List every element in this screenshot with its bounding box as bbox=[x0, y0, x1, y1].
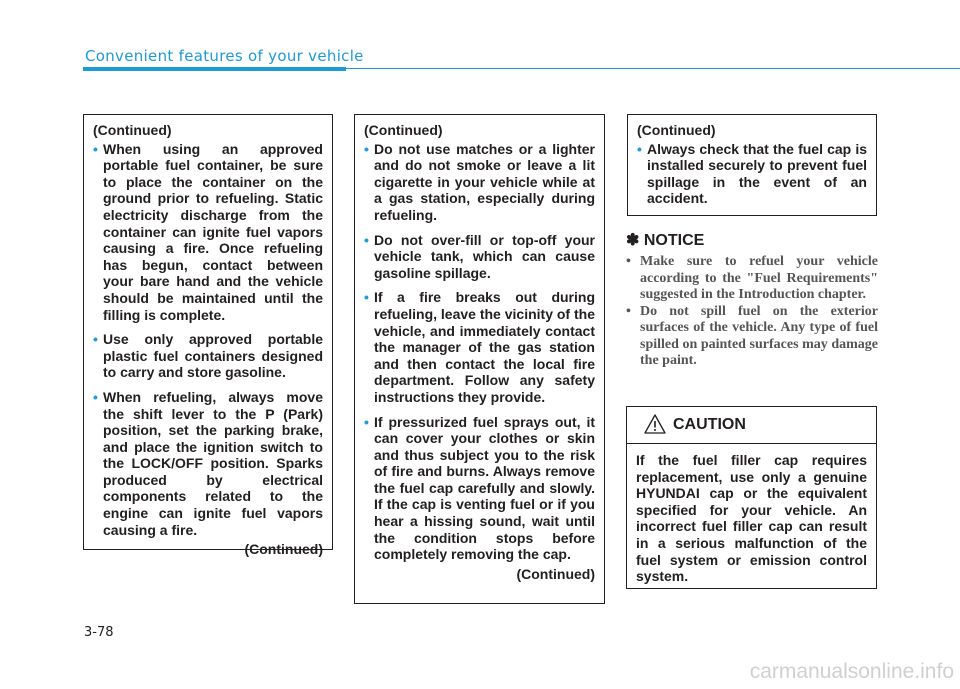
continued-label-top: (Continued) bbox=[93, 122, 172, 138]
warning-box-3 bbox=[627, 114, 877, 216]
notice-heading bbox=[626, 230, 878, 250]
list-item: • Do not use matches or a lighter and do not smoke or leave a lit cigarette in your vehicle while at a gas station, especially during refueling. bbox=[364, 141, 595, 224]
list-item: • If pressurized fuel sprays out, it can cover your clothes or skin and thus subject you to the risk of fire and burns. Always remove the fuel cap carefully and slowly. If the cap is venting fuel or if you hear a hissing sound, wait until the condition stops before completely removing the cap. bbox=[364, 414, 595, 563]
list-item: • Do not over-fill or top-off your vehicle tank, which can cause gasoline spillage. bbox=[364, 232, 595, 282]
notice-star-icon: ✽ bbox=[626, 232, 640, 249]
notice-title: NOTICE bbox=[643, 232, 705, 249]
caution-box bbox=[626, 406, 877, 589]
warning-box-2 bbox=[354, 114, 605, 604]
list-item: • Make sure to refuel your vehicle according to the "Fuel Requirements" suggested in the Introduction chapter. bbox=[626, 254, 878, 304]
warning-triangle-icon bbox=[644, 414, 666, 434]
list-item: • If a fire breaks out during refueling, leave the vicinity of the vehicle, and immediately contact the manager of the gas station and then contact the local fire department. Follow any safety instructions they provide. bbox=[364, 289, 595, 405]
notice-section bbox=[626, 230, 878, 370]
continued-label-bottom: (Continued) bbox=[516, 565, 595, 582]
header-rule-thick bbox=[83, 67, 346, 71]
section-title: Convenient features of your vehicle bbox=[85, 47, 364, 65]
list-item: • Use only approved portable plastic fuel containers designed to carry and store gasoline. bbox=[93, 331, 323, 381]
caution-text: If the fuel filler cap requires replacement, use only a genuine HYUNDAI cap or the equivalent specified for your vehicle. An incorrect fuel filler cap can result in a serious malfunction of the fuel system or emission control system. bbox=[636, 452, 867, 585]
header-rule-thin bbox=[346, 68, 960, 69]
notice-list bbox=[626, 254, 878, 370]
continued-label-bottom: (Continued) bbox=[244, 541, 323, 558]
list-item: • Always check that the fuel cap is installed securely to prevent fuel spillage in the event of an accident. bbox=[637, 141, 867, 207]
list-item: • Do not spill fuel on the exterior surfaces of the vehicle. Any type of fuel spilled on painted surfaces may damage the paint. bbox=[626, 304, 878, 370]
page-number: 3-78 bbox=[84, 625, 114, 640]
continued-label-top: (Continued) bbox=[637, 122, 716, 138]
caution-header bbox=[627, 407, 876, 444]
continued-label-top: (Continued) bbox=[364, 122, 443, 138]
warning-box-1 bbox=[83, 114, 333, 558]
watermark: carmanualsonline.info bbox=[749, 660, 954, 683]
warning-list-1 bbox=[93, 141, 323, 539]
list-item: • When using an approved portable fuel container, be sure to place the container on the ground prior to refueling. Static electricity discharge from the container can ignite fuel vapors causing a fire. Once refueling has begun, contact between your bare hand and the vehicle should be maintained until the filling is complete. bbox=[93, 141, 323, 324]
list-item: • When refueling, always move the shift lever to the P (Park) position, set the parking brake, and place the ignition switch to the LOCK/OFF position. Sparks produced by electrical components related to the engine can ignite fuel vapors causing a fire. bbox=[93, 389, 323, 538]
warning-list-3 bbox=[637, 141, 867, 207]
caution-title: CAUTION bbox=[673, 416, 746, 433]
warning-list-2 bbox=[364, 141, 595, 563]
